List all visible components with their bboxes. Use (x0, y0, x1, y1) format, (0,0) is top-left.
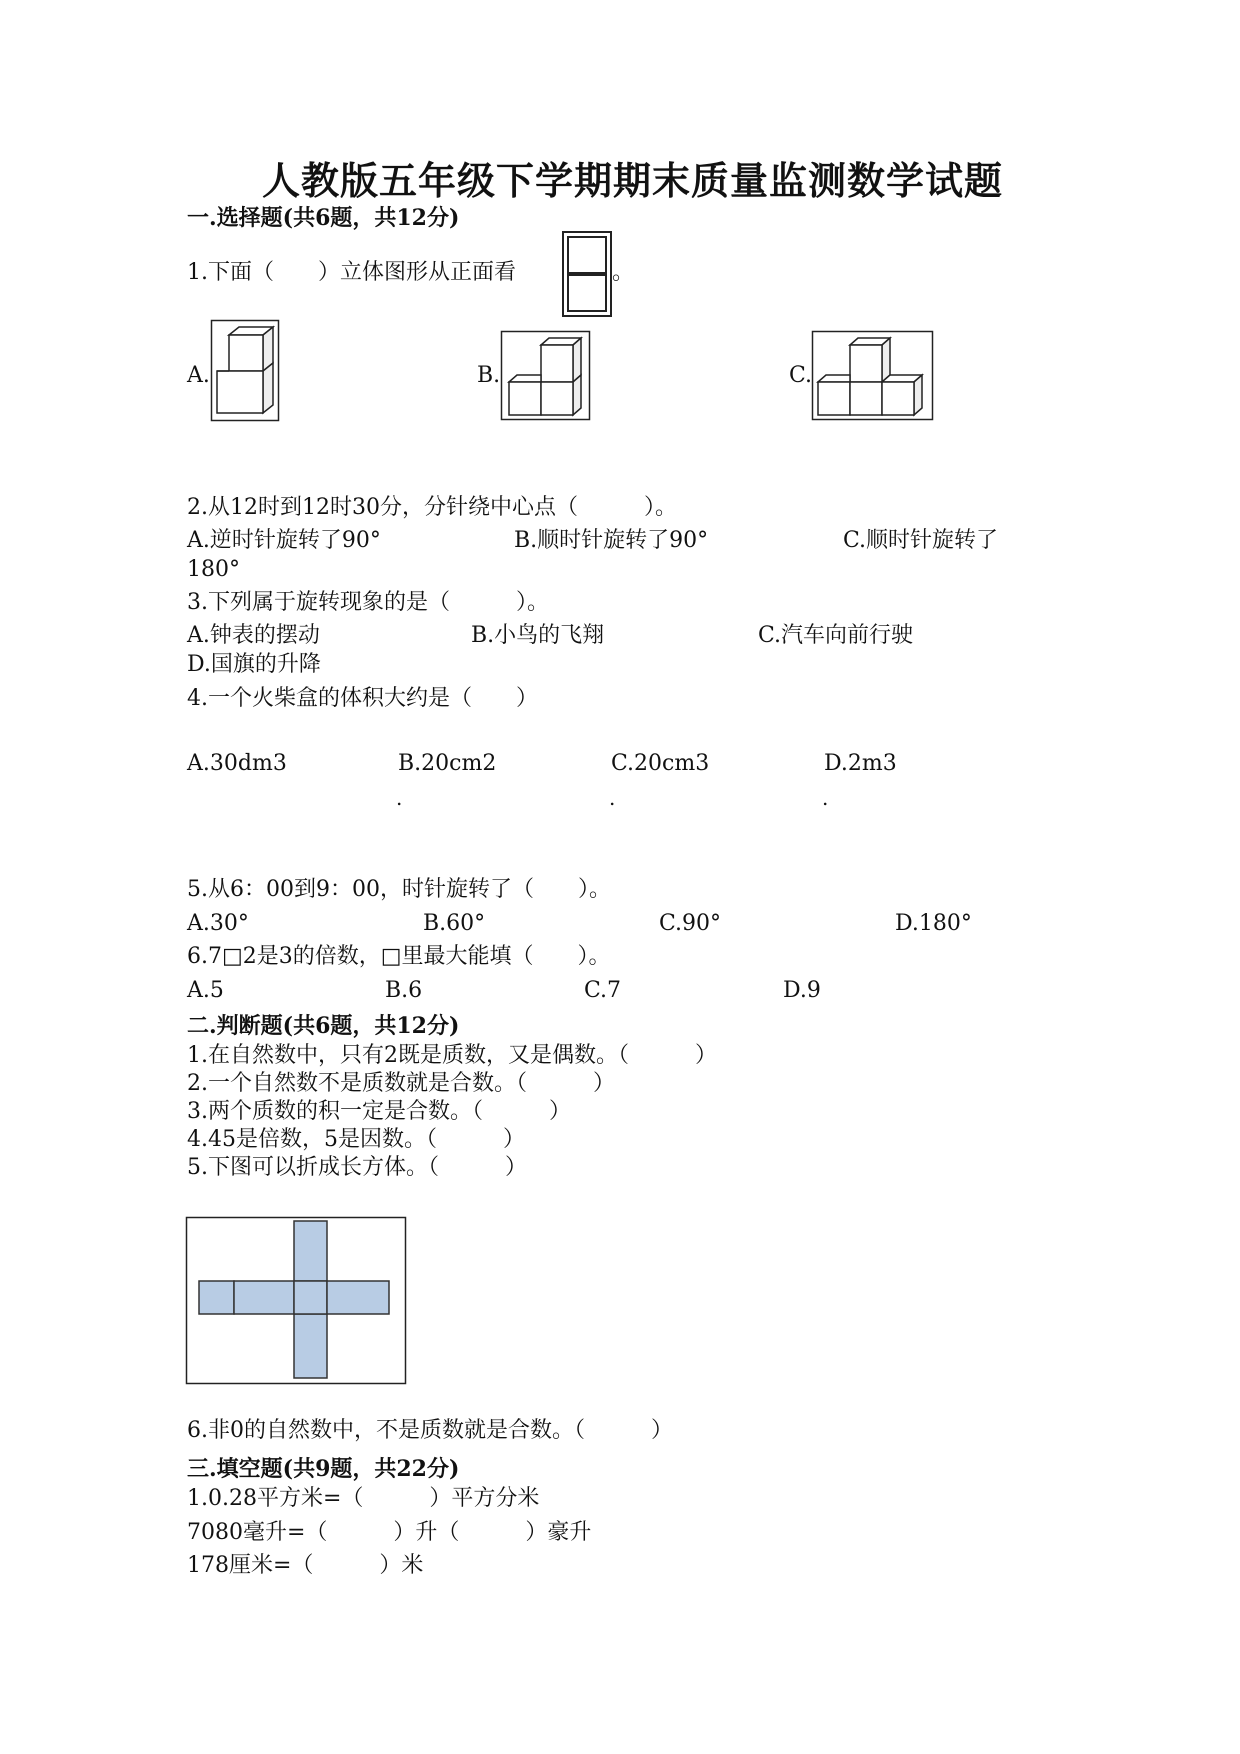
judge-q1: 1.在自然数中，只有2既是质数，又是偶数。（ ） (187, 1043, 717, 1068)
choice-q6-option-a: A.5 (187, 978, 224, 1003)
section-fill-heading: 三.填空题(共9题，共22分) (187, 1456, 460, 1482)
fill-q1-line3: 178厘米=（ ）米 (187, 1553, 424, 1578)
choice-q2-option-b: B.顺时针旋转了90° (514, 528, 709, 553)
choice-q4-dot-c: . (609, 786, 616, 810)
choice-q2-option-c: C.顺时针旋转了 (843, 528, 999, 553)
judge-q3: 3.两个质数的积一定是合数。（ ） (187, 1099, 571, 1124)
choice-q5-stem: 5.从6：00到9：00，时针旋转了（ ）。 (187, 877, 611, 902)
choice-q5-option-c: C.90° (659, 911, 722, 936)
choice-q4-option-c: C.20cm3 (611, 751, 710, 776)
choice-q5-option-a: A.30° (187, 911, 249, 936)
judge-q4: 4.45是倍数，5是因数。（ ） (187, 1127, 525, 1152)
choice-q3-option-b: B.小鸟的飞翔 (471, 623, 605, 648)
choice-q3-option-c: C.汽车向前行驶 (758, 623, 914, 648)
judge-q6: 6.非0的自然数中，不是质数就是合数。（ ） (187, 1418, 673, 1443)
cube-figure-b (501, 331, 591, 421)
choice-q1-option-a: A. (187, 363, 210, 388)
choice-q4-option-a: A.30dm3 (187, 751, 287, 776)
section-judge-heading: 二.判断题(共6题，共12分) (187, 1013, 460, 1039)
choice-q2-option-c-cont: 180° (187, 557, 240, 582)
judge-q2: 2.一个自然数不是质数就是合数。（ ） (187, 1071, 615, 1096)
front-view-figure (562, 231, 614, 319)
choice-q3-option-d: D.国旗的升降 (187, 652, 321, 677)
choice-q1-option-b: B. (477, 363, 501, 388)
choice-q3-stem: 3.下列属于旋转现象的是（ ）。 (187, 590, 549, 615)
fill-q1-line2: 7080毫升=（ ）升（ ）豪升 (187, 1520, 592, 1545)
fill-q1-line1: 1.0.28平方米=（ ）平方分米 (187, 1486, 540, 1511)
choice-q4-option-b: B.20cm2 (398, 751, 497, 776)
choice-q6-option-c: C.7 (584, 978, 622, 1003)
page-title: 人教版五年级下学期期末质量监测数学试题 (262, 158, 1004, 203)
section-choice-heading: 一.选择题(共6题，共12分) (187, 205, 460, 231)
choice-q6-option-d: D.9 (783, 978, 821, 1003)
choice-q1-option-c: C. (789, 363, 813, 388)
choice-q1-stem-end: 。 (612, 260, 635, 285)
cube-figure-a (211, 320, 279, 422)
choice-q6-option-b: B.6 (385, 978, 423, 1003)
judge-q5: 5.下图可以折成长方体。（ ） (187, 1155, 527, 1180)
choice-q2-option-a: A.逆时针旋转了90° (187, 528, 381, 553)
choice-q6-stem: 6.7□2是3的倍数，□里最大能填（ ）。 (187, 944, 611, 969)
choice-q2-stem: 2.从12时到12时30分，分针绕中心点（ ）。 (187, 495, 677, 520)
choice-q4-stem: 4.一个火柴盒的体积大约是（ ） (187, 686, 538, 711)
box-net-figure (186, 1217, 406, 1385)
choice-q5-option-b: B.60° (423, 911, 486, 936)
choice-q1-stem: 1.下面（ ）立体图形从正面看 (187, 260, 516, 285)
choice-q3-option-a: A.钟表的摆动 (187, 623, 320, 648)
choice-q4-dot-d: . (822, 786, 829, 810)
choice-q4-option-d: D.2m3 (824, 751, 897, 776)
choice-q5-option-d: D.180° (895, 911, 972, 936)
cube-figure-c (812, 331, 934, 421)
choice-q4-dot-b: . (396, 786, 403, 810)
